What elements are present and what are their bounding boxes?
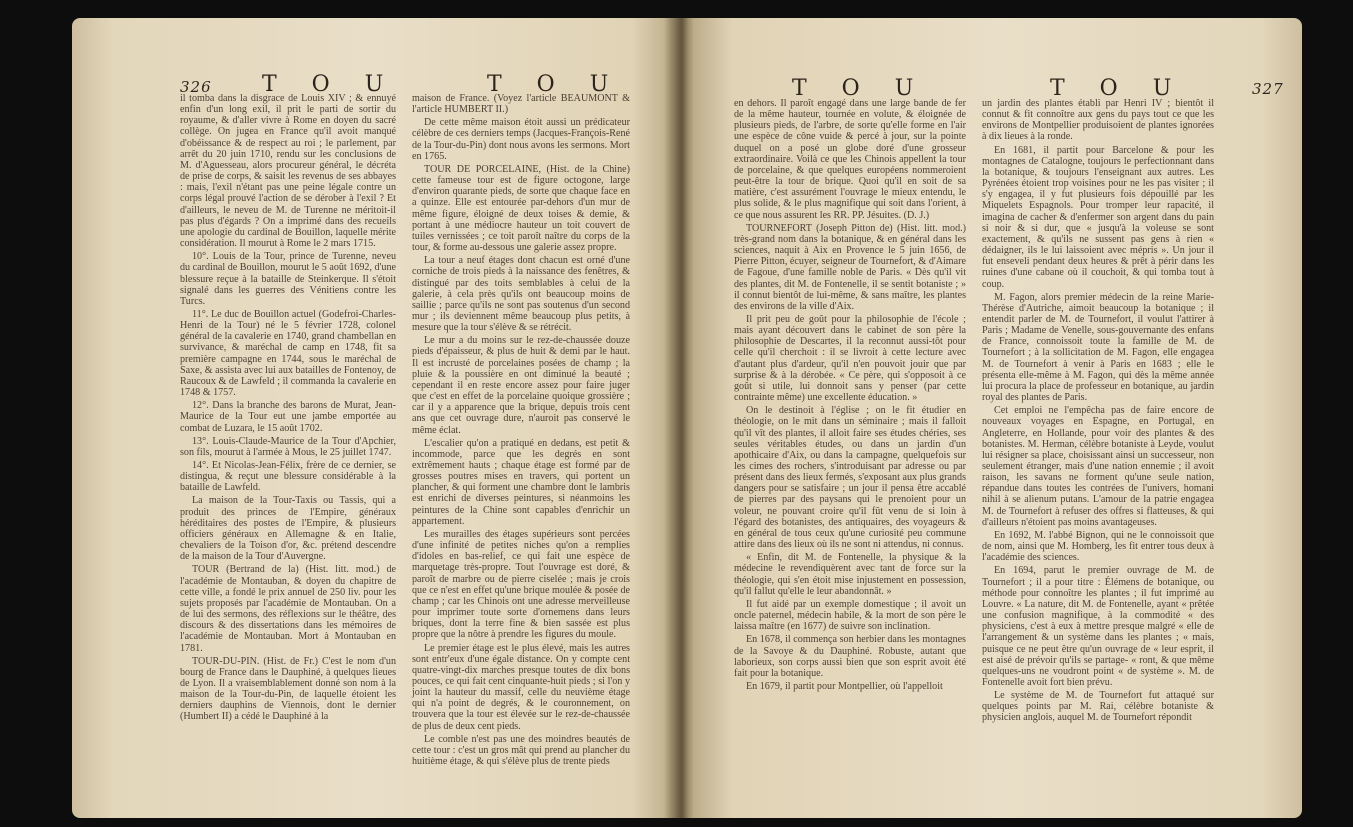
page-number-326: 326 [180, 78, 212, 96]
running-head-left-col2: T O U [487, 72, 623, 97]
paragraph: Le premier étage est le plus élevé, mais les autres sont entr'eux d'une égale distance. On y compte cent quatre-vingt-dix marches presque toutes de dix bons pouces, ce qui fait cent cinquante-huit pieds ; si l'on y joint la hauteur du massif, celle du neuvième étage qui n'a point de degrés, & le couronnement, on trouvera que la tour est élevée sur le rez-de-chaussée de plus de deux cent pieds. [412, 642, 630, 732]
paragraph: TOUR-DU-PIN. (Hist. de Fr.) C'est le nom d'un bourg de France dans le Dauphiné, à quelques lieues de Lyon. Il a vraisemblablement donné son nom à la maison de la Tour-du-Pin, de laquelle étoient les derniers dauphins de Viennois, dont le dernier (Humbert II) a cédé le Dauphiné à la [180, 655, 396, 723]
paragraph: Il prit peu de goût pour la philosophie de l'école ; mais ayant découvert dans le cabinet de son père la philosophie de Descartes, il la reconnut aussi-tôt pour celle qu'il cherchoit : il se livroit à cette lecture avec d'autant plus d'ardeur, qu'il n'en pouvoit jouir que par surprise & à la dérobée. « Ce père, qui s'opposoit à ce goût si utile, lui donnoit sans y penser (par cette contrainte même) une excellente éducation. » [734, 313, 966, 404]
right-column-2 [982, 98, 1214, 726]
running-head-left-col1: T O U [262, 72, 398, 97]
paragraph: TOURNEFORT (Joseph Pitton de) (Hist. litt. mod.) très-grand nom dans la botanique, & en général dans les sciences, naquit à Aix en Provence le 5 juin 1656, de Pierre Pitton, écuyer, seigneur de Tournefort, & d'Aimare de Fagoue, d'une famille noble de Paris. « Dès qu'il vit des plantes, dit M. de Fontenelle, il se sentit botaniste ; » il connut bientôt de lui-même, & sans maître, les plantes des environs de la ville d'Aix. [734, 222, 966, 312]
paragraph: Le mur a du moins sur le rez-de-chaussée douze pieds d'épaisseur, & plus de huit & demi par le haut. Il est incrusté de porcelaines posées de champ ; la pluie & la poussière en ont diminué la beauté ; cependant il en reste encore assez pour faire juger que c'est en effet de la porcelaine quoique grossière ; car il y a apparence que la brique, depuis trois cent ans que cet ouvrage dure, n'auroit pas conservé le même éclat. [412, 335, 630, 436]
paragraph: Le comble n'est pas une des moindres beautés de cette tour : c'est un gros mât qui prend au plancher du huitième étage, & qui s'élève plus de trente pieds [412, 733, 630, 768]
paragraph: M. Fagon, alors premier médecin de la reine Marie-Thérèse d'Autriche, aimoit beaucoup la botanique ; il entendit parler de M. de Tournefort, il voulut l'attirer à Paris ; Madame de Venelle, sous-gouvernante des enfans de France, connoissoit toute la famille de M. de Tournefort ; à la sollicitation de M. Fagon, elle engagea M. de Tournefort à venir à Paris en 1683 ; elle le présenta elle-même à M. Fagon, qui dès la même année lui procura la place de professeur en botanique, au jardin royal des plantes de Paris. [982, 291, 1214, 404]
paragraph: un jardin des plantes établi par Henri IV ; bientôt il connut & fit connoître aux gens du pays tout ce que les environs de Montpellier produisoient de plantes ignorées à dix lieues à la ronde. [982, 98, 1214, 143]
paragraph: En 1692, M. l'abbé Bignon, qui ne le connoissoit que de nom, ainsi que M. Homberg, les fit entrer tous deux à l'académie des sciences. [982, 529, 1214, 564]
running-head-right-col1: T O U [792, 76, 928, 101]
paragraph: En 1679, il partit pour Montpellier, où l'appelloit [746, 680, 943, 692]
left-column-1 [180, 93, 396, 725]
paragraph: En 1678, il commença son herbier dans les montagnes de la Savoye & du Dauphiné. Robuste, autant que laborieux, son corps aussi bien que son esprit avoit été fait pour la botanique. [734, 634, 966, 679]
paragraph: TOUR DE PORCELAINE, (Hist. de la Chine) cette fameuse tour est de figure octogone, large d'environ quarante pieds, de sorte que chaque face en a quinze. Elle est entourée par-dehors d'un mur de même figure, éloigné de deux toises & demie, & portant à une médiocre hauteur un toit couvert de tuiles vernissées ; ce toit paroît naître du corps de la tour, & forme au-dessous une galerie assez propre. [412, 163, 630, 254]
paragraph: 10°. Louis de la Tour, prince de Turenne, neveu du cardinal de Bouillon, mourut le 5 août 1692, d'une blessure reçue à la bataille de Steinkerque. Il s'étoit signalé dans les guerres des Vénitiens contre les Turcs. [180, 251, 396, 307]
paragraph: TOUR (Bertrand de la) (Hist. litt. mod.) de l'académie de Montauban, & doyen du chapitre de cette ville, a fondé le prix annuel de 250 liv. pour les sujets proposés par l'académie de Montauban. On a de lui des sermons, des réflexions sur le théâtre, des discours & des dissertations dans les mémoires de l'académie de Montauban. Mort à Montauban en 1781. [180, 564, 396, 654]
paragraph: Cet emploi ne l'empêcha pas de faire encore de nouveaux voyages en Espagne, en Portugal, en Angleterre, en Hollande, pour voir des plantes & des botanistes. M. Herman, célèbre botaniste à Leyde, voulut lui résigner sa place, choisissant ainsi un successeur, non seulement étranger, mais d'une nation ennemie ; il avoit raison, les savans ne forment qu'une seule nation, répandue dans toutes les contrées de l'univers, homani nihil à se alienum putans. L'amour de la patrie engagea M. de Tournefort à refuser des offres si flatteuses, & qui d'ailleurs n'étoient pas moins avantageuses. [982, 405, 1214, 528]
paragraph: La tour a neuf étages dont chacun est orné d'une corniche de trois pieds à la naissance des fenêtres, & distingué par des toits semblables à celui de la galerie, à cela près qu'ils ont beaucoup moins de saillie ; parce qu'ils ne sont pas soutenus d'un second mur ; ils deviennent même beaucoup plus petits, à mesure que la tour s'élève & se rétrécit. [412, 255, 630, 334]
paragraph: En 1694, parut le premier ouvrage de M. de Tournefort ; il a pour titre : Élémens de botanique, ou méthode pour connoître les plantes ; il fut imprimé au Louvre. « La nature, dit M. de Fontenelle, ayant « prêtée une confusion magnifique, à la commodité « des physiciens, c'est à eux à mettre presque malgré « elle de l'arrangement & un système dans les plantes ; « mais, puisque ce ne peut être qu'un ouvrage de « leur esprit, il est aisé de prévoir qu'ils se partage- « ront, & que même quelques-uns ne voudront point « de système ». M. de Fontenelle avoit fort bien prévu. [982, 565, 1214, 688]
left-page [72, 18, 682, 818]
paragraph: L'escalier qu'on a pratiqué en dedans, est petit & incommode, parce que les degrés en sont extrêmement hauts ; chaque étage est formé par de grosses poutres mises en travers, qui portent un plancher, & qui forment une chambre dont le lambris est enrichi de diverses peintures, si néanmoins les peintures de la Chine sont capables d'enrichir un appartement. [412, 437, 630, 527]
paragraph: 13°. Louis-Claude-Maurice de la Tour d'Apchier, son fils, mourut à l'armée à Mous, le 25 juillet 1747. [180, 435, 396, 458]
right-page [682, 18, 1302, 818]
paragraph: 12°. Dans la branche des barons de Murat, Jean-Maurice de la Tour eut une jambe emportée au combat de Luzara, le 15 août 1702. [180, 400, 396, 434]
left-column-2 [412, 93, 630, 769]
page-number-327: 327 [1252, 80, 1284, 98]
paragraph: Il fut aidé par un exemple domestique ; il avoit un oncle paternel, médecin habile, & la mort de son père le laissa maître (en 1677) de suivre son inclination. [734, 598, 966, 633]
paragraph: il tomba dans la disgrace de Louis XIV ; & ennuyé enfin d'un long exil, il prit le parti de sortir du royaume, & d'aller vivre à Rome en doyen du sacré collège. On jugea en France qu'il avoit manqué d'obéissance & de respect au roi ; le parlement, par arrêt du 20 juin 1710, rendu sur les conclusions de M. d'Aguesseau, alors procureur général, le décréta de prise de corps, & saisit les revenus de ses abbayes : mais, l'exil n'étant pas une peine légale contre un corps légal prouvé l'action de se dérober à l'exil ? Et d'ailleurs, le neveu de M. de Turenne ne méritoit-il pas plus d'égards ? On a imprimé dans des recueils une apologie du cardinal de Bouillon, laquelle mérite considération. Il mourut à Rome le 2 mars 1715. [180, 93, 396, 250]
paragraph: Le système de M. de Tournefort fut attaqué sur quelques points par M. Rai, célèbre botaniste & physicien anglois, auquel M. de Tournefort répondit [982, 690, 1214, 724]
paragraph: 14°. Et Nicolas-Jean-Félix, frère de ce dernier, se distingua, & reçut une blessure considérable à la bataille de Lawfeld. [180, 460, 396, 494]
paragraph: Les murailles des étages supérieurs sont percées d'une infinité de petites niches qu'on a remplies d'idoles en bas-relief, ce qui fait une espèce de marquetage très-propre. Tout l'ouvrage est doré, & paroît de marbre ou de pierre ciselée ; mais je crois que ce n'est en effet qu'une brique moulée & posée de champ ; car les Chinois ont une adresse merveilleuse pour imprimer toute sorte d'ornemens dans leurs briques, dont la terre fine & bien sassée est plus propre que la nôtre à prendre les figures du moule. [412, 528, 630, 641]
paragraph: maison de France. (Voyez l'article BEAUMONT & l'article HUMBERT II.) [412, 93, 630, 116]
paragraph: De cette même maison étoit aussi un prédicateur célèbre de ces derniers temps (Jacques-François-René de la Tour-du-Pin) dont nous avons les sermons. Mort en 1765. [412, 117, 630, 162]
paragraph: 11°. Le duc de Bouillon actuel (Godefroi-Charles-Henri de la Tour) né le 5 février 1728, colonel général de la cavalerie en 1740, grand chambellan en survivance, & maréchal de camp en 1748, fit sa première campagne en 1744, sous le maréchal de Saxe, & assista avec lui aux batailles de Fontenoy, de Raucoux & de Lawfeld ; il commanda la cavalerie en 1748 & 1757. [180, 308, 396, 399]
paragraph: en dehors. Il paroît engagé dans une large bande de fer de la même hauteur, tournée en volute, & éloignée de plusieurs pieds, de l'arbre, de sorte qu'elle forme en l'air une espèce de cône vuide & percé à jour, sur la pointe duquel on a posé un globe doré d'une grosseur extraordinaire. Voilà ce que les Chinois appellent la tour de porcelaine, & que quelques européens nommeroient peut-être la tour de brique. Quoi qu'il en soit de sa matière, c'est assurément l'ouvrage le mieux entendu, le plus solide, & le plus magnifique qui soit dans l'orient, à ce que nous assurent les RR. PP. Jésuites. (D. J.) [734, 98, 966, 221]
open-book [72, 18, 1302, 818]
running-head-right-col2: T O U [1050, 76, 1186, 101]
paragraph: La maison de la Tour-Taxis ou Tassis, qui a produit des princes de l'Empire, généraux héréditaires des postes de l'Empire, & plusieurs officiers généraux en Allemagne & en Italie, chevaliers de la Toison d'or, &c. prétend descendre de la maison de la Tour d'Auvergne. [180, 495, 396, 563]
paragraph: En 1681, il partit pour Barcelone & pour les montagnes de Catalogne, toujours le perfectionnant dans la botanique, & toujours l'enseignant aux autres. Les Pyrénées étoient trop voisines pour ne les pas visiter ; il s'y engagea, il y fut plusieurs fois dépouillé par les Miquelets Espagnols. Pour tromper leur rapacité, il imagina de cacher & d'enfermer son argent dans du pain si noir & si dur, que « jusqu'à la voleuse se sont exactement, & qu'ils ne sussent pas gens à rien « dédaigner, ils le lui laissoient avec mépris ». Un jour il fut enseveli pendant deux heures & prêt à périr dans les ruines d'une cabane où il couchoit, & qui tomba tout à coup. [982, 144, 1214, 290]
paragraph: « Enfin, dit M. de Fontenelle, la physique & la médecine le revendiquèrent avec tant de force sur la théologie, qui s'en étoit mise injustement en possession, qu'il fallut qu'elle le leur abandonnât. » [734, 552, 966, 597]
paragraph: On le destinoit à l'église ; on le fit étudier en théologie, on le mit dans un séminaire ; mais il falloit qu'il vît des plantes, il alloit faire ses études chéries, ses seules véritables études, ou dans un jardin d'un apothicaire d'Aix, ou dans la campagne, quelquefois sur les cimes des rochers, s'introduisant par adresse ou par présent dans des lieux fermés, s'exposant aux plus grands dangers pour se satisfaire ; un jour il pensa être accablé de pierres par des paysans qui le prenoient pour un voleur, ne pouvant croire qu'il fût venu de si loin à l'égard des botanistes, des antiquaires, des voyageurs & en général de tous ceux qu'une curiosité peu commune attire dans des lieux où ils ne sont ni attendus, ni connus. [734, 405, 966, 551]
right-column-1 [734, 98, 966, 694]
